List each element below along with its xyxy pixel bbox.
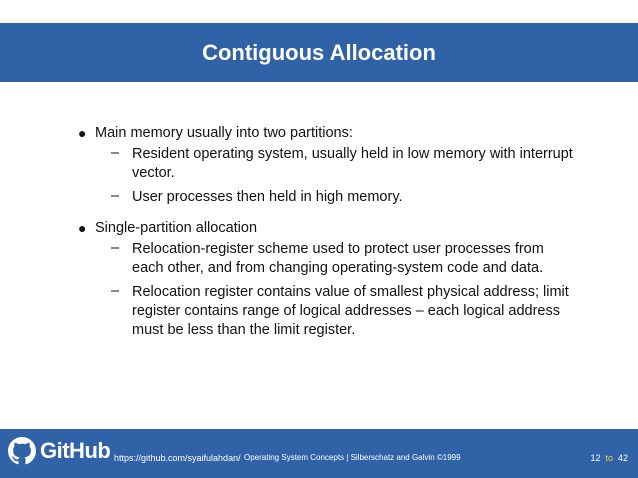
dash: –: [111, 240, 120, 256]
slide-title: Contiguous Allocation: [202, 39, 436, 65]
title-bar: [0, 23, 638, 82]
github-wordmark: GitHub: [40, 438, 111, 463]
page-total: 42: [617, 453, 628, 463]
page-current: 12: [590, 453, 601, 463]
sub-bullet-item: [78, 145, 578, 183]
bullet-dot: ●: [78, 220, 87, 236]
bullet-text: Main memory usually into two partitions:: [95, 125, 353, 141]
course-name: Operating System Concepts: [244, 453, 345, 462]
bullet-dot: ●: [78, 125, 87, 141]
github-logo[interactable]: [8, 437, 110, 465]
footer-url-link[interactable]: https://github.com/syaifulahdan/: [114, 453, 241, 463]
sub-bullet-item: [78, 188, 578, 207]
footer-info: [244, 453, 461, 462]
sub-bullet-text: User processes then held in high memory.: [132, 189, 403, 205]
dash: –: [111, 145, 120, 161]
authors: Silberschatz and Galvin ©1999: [350, 453, 461, 462]
page-to: to: [605, 453, 613, 463]
bullet-item: [78, 123, 578, 143]
bullet-item: [78, 218, 578, 238]
sub-bullet-item: [78, 283, 578, 340]
sub-bullet-text: Relocation-register scheme used to protect user processes from each other, and from changing operating-system code and data.: [132, 241, 544, 276]
separator: |: [346, 453, 349, 462]
sub-bullet-text: Relocation register contains value of smallest physical address; limit register contains range of logical addresses – each logical address must be less than the limit register.: [132, 284, 569, 338]
bullet-text: Single-partition allocation: [95, 220, 258, 236]
sub-bullet-text: Resident operating system, usually held in low memory with interrupt vector.: [132, 146, 573, 181]
sub-bullet-item: [78, 240, 578, 278]
github-octocat-icon: [8, 437, 36, 465]
page-indicator: [590, 453, 628, 463]
dash: –: [111, 283, 120, 299]
slide-content: [78, 123, 578, 340]
dash: –: [111, 188, 120, 204]
footer-bar: [0, 429, 638, 478]
